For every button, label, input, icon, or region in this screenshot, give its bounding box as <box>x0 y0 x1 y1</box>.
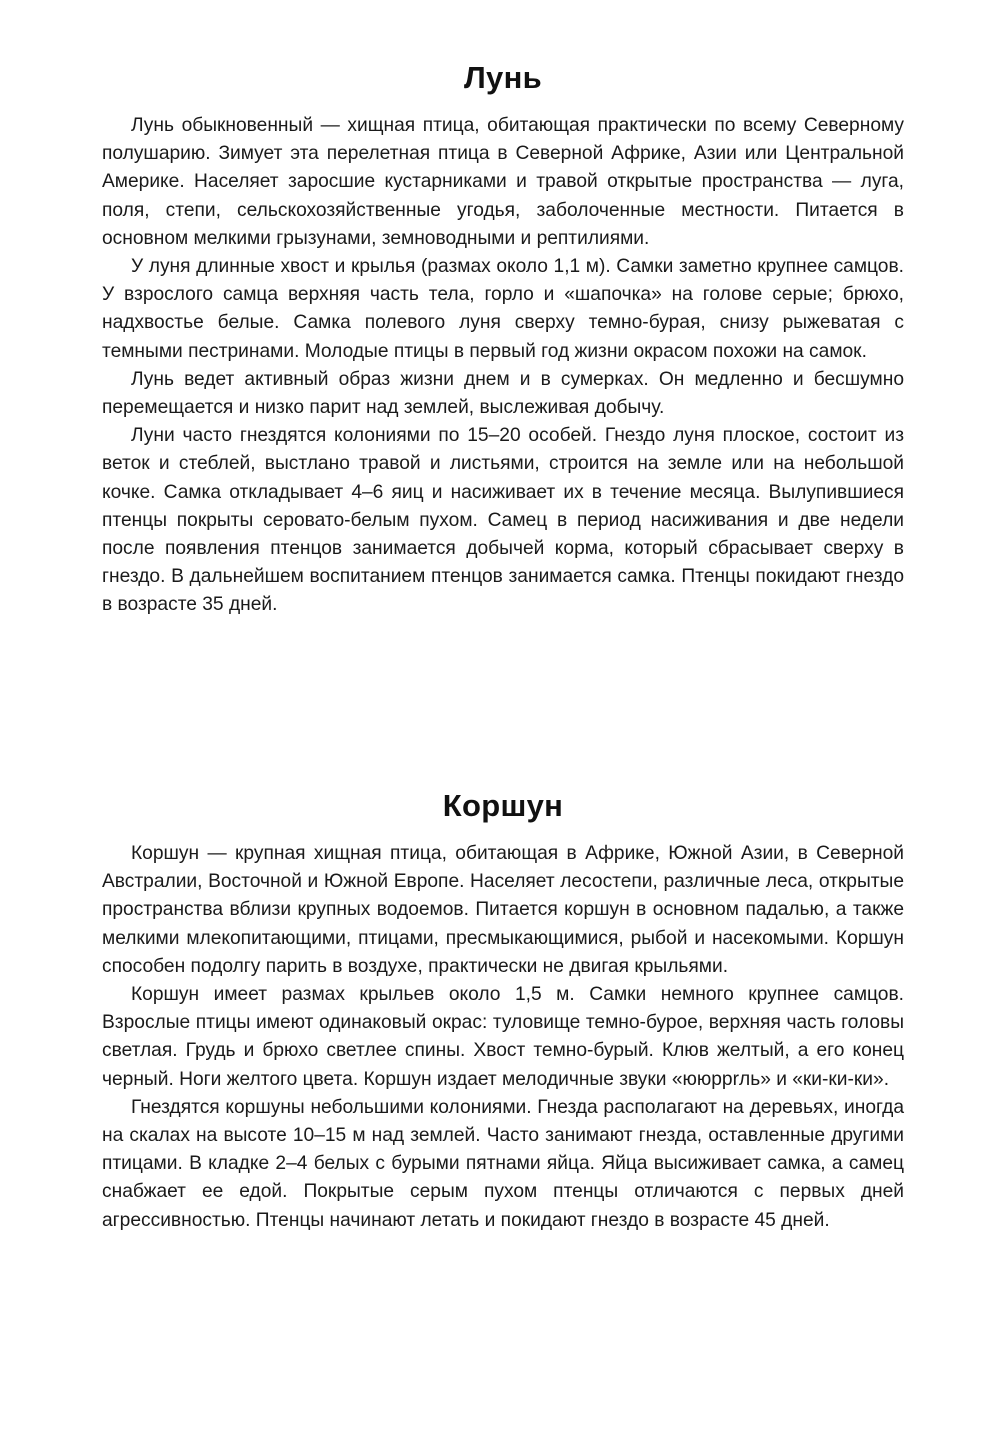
paragraph: У луня длинные хвост и крылья (размах около 1,1 м). Самки заметно крупнее самцов. У взрослого самца верхняя часть тела, горло и «шапочка» на голове серые; брюхо, надхвостье белые. Самка полевого луня сверху темно-бурая, снизу рыжеватая с темными пестринами. Молодые птицы в первый год жизни окрасом похожи на самок. <box>102 256 904 362</box>
paragraph: Гнездятся коршуны небольшими колониями. Гнезда располагают на деревьях, иногда на скалах на высоте 10–15 м над землей. Часто занимают гнезда, оставленные другими птицами. В кладке 2–4 белых с бурыми пятнами яйца. Яйца высиживает самка, а самец снабжает ее едой. Покрытые серым пухом птенцы отличаются с первых дней агрессивностью. Птенцы начинают летать и покидают гнездо в возрасте 45 дней. <box>102 1096 904 1231</box>
paragraph: Лунь обыкновенный — хищная птица, обитающая практически по всему Северному полушарию. Зимует эта перелетная птица в Северной Африке, Азии или Центральной Америке. Населяет заросшие кустарниками и травой открытые пространства — луга, поля, степи, сельскохозяйственные угодья, заболоченные местности. Питается в основном мелкими грызунами, земноводными и рептилиями. <box>102 115 904 249</box>
paragraph: Коршун — крупная хищная птица, обитающая в Африке, Южной Азии, в Северной Австралии, Восточной и Южной Европе. Населяет лесостепи, различные леса, открытые пространства вблизи крупных водоемов. Питается коршун в основном падалью, а также мелкими млекопитающими, птицами, пресмыкающимися, рыбой и насекомыми. Коршун способен подолгу парить в воздухе, практически не двигая крыльями. <box>102 843 904 977</box>
article-harrier <box>102 58 904 620</box>
section-title: Лунь <box>464 60 542 95</box>
paragraph: Луни часто гнездятся колониями по 15–20 особей. Гнездо луня плоское, состоит из веток и стеблей, выстлано травой и листьями, строится на земле или на небольшой кочке. Самка откладывает 4–6 яиц и насиживает их в течение месяца. Вылупившиеся птенцы покрыты серовато-белым пухом. Самец в период насиживания и две недели после появления птенцов занимается добычей корма, который сбрасывает сверху в гнездо. В дальнейшем воспитанием птенцов занимается самка. Птенцы покидают гнездо в возрасте 35 дней. <box>102 425 904 616</box>
article-kite <box>102 786 904 1235</box>
paragraph: Лунь ведет активный образ жизни днем и в сумерках. Он медленно и бесшумно перемещается и низко парит над землей, выслеживая добычу. <box>102 368 904 419</box>
paragraph: Коршун имеет размах крыльев около 1,5 м. Самки немного крупнее самцов. Взрослые птицы имеют одинаковый окрас: туловище темно-бурое, верхняя часть головы светлая. Грудь и брюхо светлее спины. Хвост темно-бурый. Клюв желтый, а его конец черный. Ноги желтого цвета. Коршун издает мелодичные звуки «ююррrль» и «ки-ки-ки». <box>102 984 904 1090</box>
section-title: Коршун <box>442 788 564 823</box>
